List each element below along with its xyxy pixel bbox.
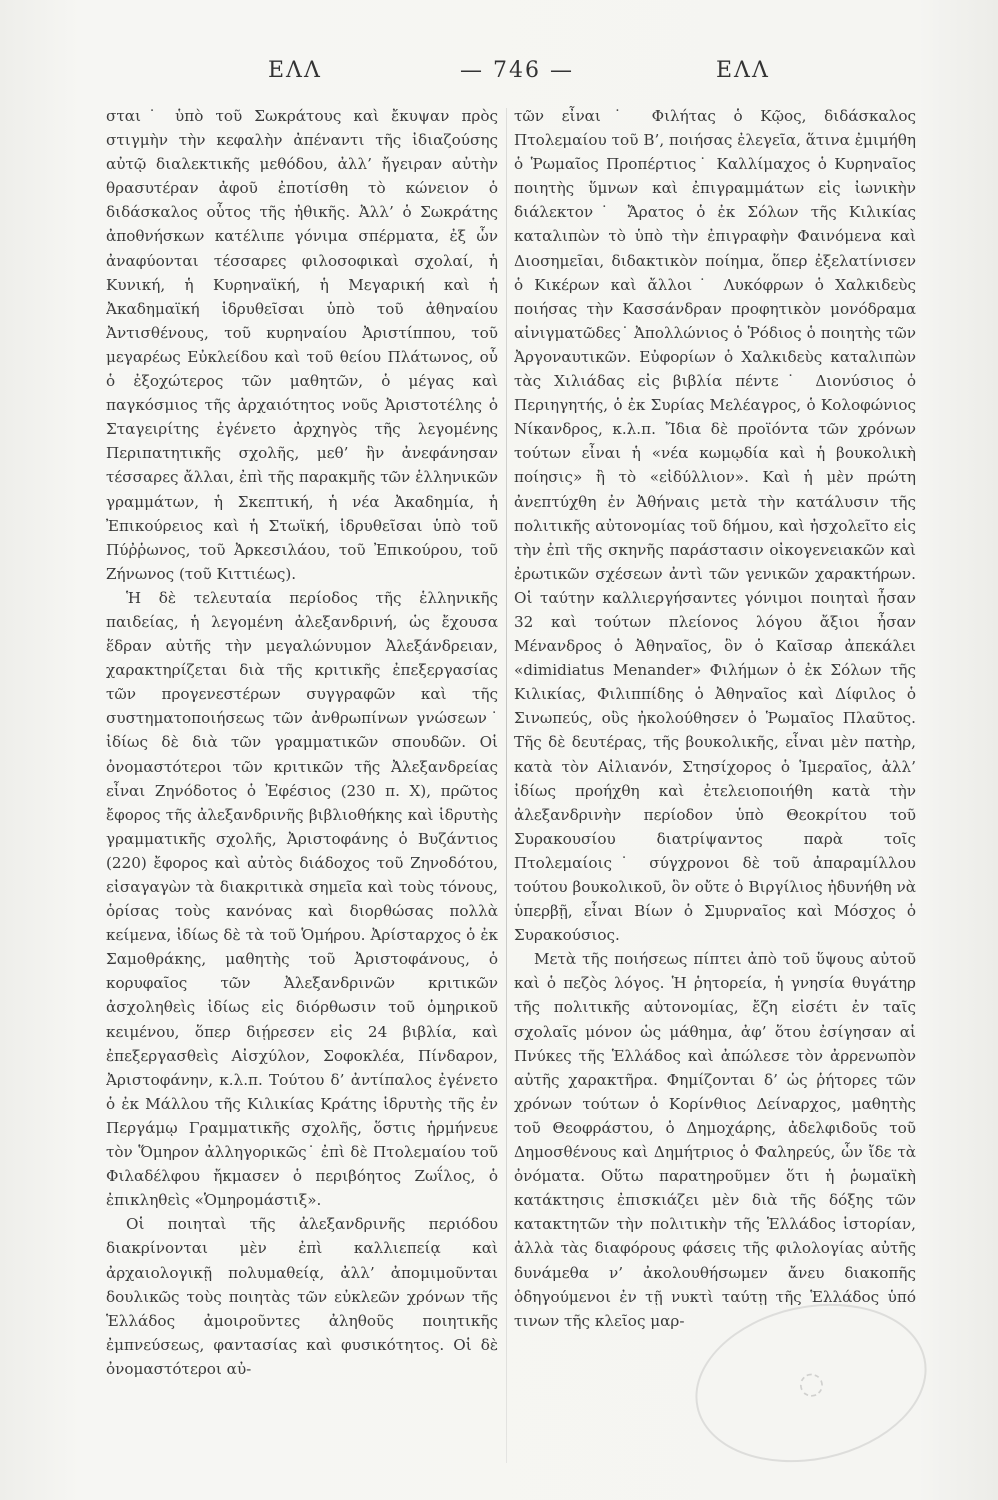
right-column [514, 104, 916, 1464]
header-entry-right: ΕΛΛ [716, 58, 770, 83]
column-divider [506, 108, 507, 1463]
page-number: — 746 — [460, 58, 574, 83]
library-stamp-watermark: ◌ [681, 1283, 942, 1482]
paragraph: Μετὰ τῆς ποιήσεως πίπτει ἀπὸ τοῦ ὕψους αὐτοῦ καὶ ὁ πεζὸς λόγος. Ἡ ῥητορεία, ἡ γνησία θυγάτηρ τῆς πολιτικῆς αὐτονομίας, ἔζη εἰσέτι ἐν ταῖς σχολαῖς μόνον ὡς μάθημα, ἀφ’ ὅτου ἐσίγησαν αἱ Πνύκες τῆς Ἑλλάδος καὶ ἀπώλεσε τὸν ἀρρενωπὸν αὐτῆς χαρακτῆρα. Φημίζονται δ’ ὡς ῥήτορες τῶν χρόνων τούτων ὁ Κορίνθιος Δείναρχος, μαθητὴς τοῦ Θεοφράστου, ὁ Δημοχάρης, ἀδελφιδοῦς τοῦ Δημοσθένους καὶ Δημήτριος ὁ Φαληρεύς, ὧν ἴδε τὰ ὀνόματα. Οὕτω παρατηροῦμεν ὅτι ἡ ῥωμαϊκὴ κατάκτησις ἐπισκιάζει μὲν διὰ τῆς δόξης τῶν κατακτητῶν τὴν πολιτικὴν τῆς Ἑλλάδος ἱστορίαν, ἀλλὰ τὰς διαφόρους φάσεις τῆς φιλολογίας αὐτῆς δυνάμεθα ν’ ἀκολουθήσωμεν ἄνευ διακοπῆς ὁδηγούμενοι ἐν τῇ νυκτὶ ταύτῃ τῆς Ἑλλάδος ὑπό τινων τῆς κλεῖος μαρ- [514, 950, 916, 1330]
paragraph: τῶν εἶναι˙ Φιλήτας ὁ Κῷος, διδάσκαλος Πτολεμαίου τοῦ Β’, ποιήσας ἐλεγεῖα, ἅτινα ἐμιμήθη ὁ Ῥωμαῖος Προπέρτιος˙ Καλλίμαχος ὁ Κυρηναῖος ποιητὴς ὕμνων καὶ ἐπιγραμμάτων εἰς ἰωνικὴν διάλεκτον˙ Ἄρατος ὁ ἐκ Σόλων τῆς Κιλικίας καταλιπὼν τὸ ὑπὸ τὴν ἐπιγραφὴν Φαινόμενα καὶ Διοσημεῖαι, διδακτικὸν ποίημα, ὅπερ ἐξελατίνισεν ὁ Κικέρων καὶ ἄλλοι˙ Λυκόφρων ὁ Χαλκιδεὺς ποιήσας τὴν Κασσάνδραν προφητικὸν μονόδραμα αἰνιγματῶδες˙ Ἀπολλώνιος ὁ Ῥόδιος ὁ ποιητὴς τῶν Ἀργοναυτικῶν. Εὐφορίων ὁ Χαλκιδεὺς καταλιπὼν τὰς Χιλιάδας εἰς βιβλία πέντε˙ Διονύσιος ὁ Περιηγητής, ὁ ἐκ Συρίας Μελέαγρος, ὁ Κολοφώνιος Νίκανδρος, κ.λ.π. Ἴδια δὲ προϊόντα τῶν χρόνων τούτων εἶναι ἡ «νέα κωμῳδία καὶ ἡ βουκολικὴ ποίησις» ἢ τὸ «εἰδύλλιον». Καὶ ἡ μὲν πρώτη ἀνεπτύχθη ἐν Ἀθήναις μετὰ τὴν κατάλυσιν τῆς πολιτικῆς αὐτονομίας τοῦ δήμου, καὶ ἠσχολεῖτο εἰς τὴν ἐπὶ τῆς σκηνῆς παράστασιν οἰκογενειακῶν καὶ ἐρωτικῶν σχέσεων ἀντὶ τῶν γενικῶν χαρακτήρων. Οἱ ταύτην καλλιεργήσαντες γόνιμοι ποιηταὶ ἦσαν 32 καὶ τούτων πλείονος λόγου ἄξιοι ἦσαν Μένανδρος ὁ Ἀθηναῖος, ὃν ὁ Καῖσαρ ἀπεκάλει «dimidiatus Menander» Φιλήμων ὁ ἐκ Σόλων τῆς Κιλικίας, Φιλιππίδης ὁ Ἀθηναῖος καὶ Δίφιλος ὁ Σινωπεύς, οὓς ἠκολούθησεν ὁ Ῥωμαῖος Πλαῦτος. Τῆς δὲ δευτέρας, τῆς βουκολικῆς, εἶναι μὲν πατὴρ, κατὰ τὸν Αἰλιανόν, Στησίχορος ὁ Ἱμεραῖος, ἀλλ’ ἰδίως προήχθη καὶ ἐτελειοποιήθη κατὰ τὴν ἀλεξανδρινὴν περίοδον ὑπὸ Θεοκρίτου τοῦ Συρακουσίου διατρίψαντος παρὰ τοῖς Πτολεμαίοις˙ σύγχρονοι δὲ τοῦ ἀπαραμίλλου τούτου βουκολικοῦ, ὃν οὔτε ὁ Βιργίλιος ἠδυνήθη νὰ ὑπερβῇ, εἶναι Βίων ὁ Σμυρναῖος καὶ Μόσχος ὁ Συρακούσιος. [514, 107, 916, 945]
left-column [106, 104, 498, 1464]
page-header [0, 58, 998, 94]
paragraph: Οἱ ποιηταὶ τῆς ἀλεξανδρινῆς περιόδου διακρίνονται μὲν ἐπὶ καλλιεπείᾳ καὶ ἀρχαιολογικῇ πολυμαθείᾳ, ἀλλ’ ἀπομιμοῦνται δουλικῶς τοὺς ποιητὰς τῶν εὐκλεῶν χρόνων τῆς Ἑλλάδος ἀμοιροῦντες ἀληθοῦς ποιητικῆς ἐμπνεύσεως, φαντασίας καὶ φυσικότητος. Οἱ δὲ ὀνομαστότεροι αὐ- [106, 1215, 498, 1378]
paragraph: σται˙ ὑπὸ τοῦ Σωκράτους καὶ ἔκυψαν πρὸς στιγμὴν τὴν κεφαλὴν ἀπέναντι τῆς ἰδιαζούσης αὐτῷ διαλεκτικῆς μεθόδου, ἀλλ’ ἤγειραν αὐτὴν θρασυτέραν ἀφοῦ ἐποτίσθη τὸ κώνειον ὁ διδάσκαλος οὗτος τῆς ἠθικῆς. Ἀλλ’ ὁ Σωκράτης ἀποθνήσκων κατέλιπε γόνιμα σπέρματα, ἐξ ὧν ἀναφύονται τέσσαρες φιλοσοφικαὶ σχολαί, ἡ Κυνική, ἡ Κυρηναϊκή, ἡ Μεγαρική καὶ ἡ Ἀκαδημαϊκή ἱδρυθεῖσαι ὑπὸ τοῦ ἀθηναίου Ἀντισθένους, τοῦ κυρηναίου Ἀριστίππου, τοῦ μεγαρέως Εὐκλείδου καὶ τοῦ θείου Πλάτωνος, οὗ ὁ ἐξοχώτερος τῶν μαθητῶν, ὁ μέγας καὶ παγκόσμιος τῆς ἀρχαιότητος νοῦς Ἀριστοτέλης ὁ Σταγειρίτης ἐγένετο ἀρχηγὸς τῆς λεγομένης Περιπατητικῆς σχολῆς, μεθ’ ἣν ἀνεφάνησαν τέσσαρες ἄλλαι, ἐπὶ τῆς παρακμῆς τῶν ἑλληνικῶν γραμμάτων, ἡ Σκεπτική, ἡ νέα Ἀκαδημία, ἡ Ἐπικούρειος καὶ ἡ Στωϊκή, ἱδρυθεῖσαι ὑπὸ τοῦ Πύῤῥωνος, τοῦ Ἀρκεσιλάου, τοῦ Ἐπικούρου, τοῦ Ζήνωνος (τοῦ Κιττιέως). [106, 107, 498, 583]
header-entry-left: ΕΛΛ [268, 58, 322, 83]
paragraph: Ἡ δὲ τελευταία περίοδος τῆς ἑλληνικῆς παιδείας, ἡ λεγομένη ἀλεξανδρινή, ὡς ἔχουσα ἕδραν αὐτῆς τὴν μεγαλώνυμον Ἀλεξάνδρειαν, χαρακτηρίζεται διὰ τῆς κριτικῆς ἐπεξεργασίας τῶν προγενεστέρων συγγραφῶν καὶ τῆς συστηματοποιήσεως τῶν ἀνθρωπίνων γνώσεων˙ ἰδίως δὲ διὰ τῶν γραμματικῶν σπουδῶν. Οἱ ὀνομαστότεροι τῶν κριτικῶν τῆς Ἀλεξανδρείας εἶναι Ζηνόδοτος ὁ Ἐφέσιος (230 π. Χ), πρῶτος ἔφορος τῆς ἀλεξανδρινῆς βιβλιοθήκης καὶ ἱδρυτὴς γραμματικῆς σχολῆς, Ἀριστοφάνης ὁ Βυζάντιος (220) ἔφορος καὶ αὐτὸς διάδοχος τοῦ Ζηνοδότου, εἰσαγαγὼν τὰ διακριτικὰ σημεῖα καὶ τοὺς τόνους, ὁρίσας τοὺς κανόνας καὶ διορθώσας πολλὰ κείμενα, ἰδίως δὲ τὰ τοῦ Ὁμήρου. Ἀρίσταρχος ὁ ἐκ Σαμοθράκης, μαθητὴς τοῦ Ἀριστοφάνους, ὁ κορυφαῖος τῶν Ἀλεξανδρινῶν κριτικῶν ἀσχοληθεὶς ἰδίως εἰς διόρθωσιν τοῦ ὁμηρικοῦ κειμένου, ὅπερ διῄρεσεν εἰς 24 βιβλία, καὶ ἐπεξεργασθεὶς Αἰσχύλον, Σοφοκλέα, Πίνδαρον, Ἀριστοφάνην, κ.λ.π. Τούτου δ’ ἀντίπαλος ἐγένετο ὁ ἐκ Μάλλου τῆς Κιλικίας Κράτης ἱδρυτὴς τῆς ἐν Περγάμῳ Γραμματικῆς σχολῆς, ὅστις ἡρμήνευε τὸν Ὅμηρον ἀλληγορικῶς˙ ἐπὶ δὲ Πτολεμαίου τοῦ Φιλαδέλφου ἤκμασεν ὁ περιβόητος Ζωΐλος, ὁ ἐπικληθεὶς «Ὁμηρομάστιξ». [106, 588, 498, 1210]
